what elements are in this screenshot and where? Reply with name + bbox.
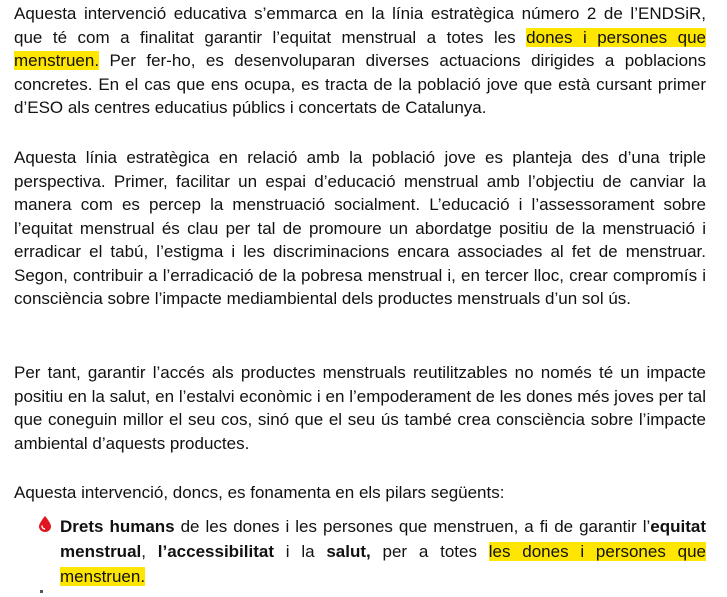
- paragraph-intro-text-b: Per fer-ho, es desenvoluparan diverses actuacions dirigides a poblacions concretes. En el cas que ens ocupa, es tracta de la població jove que està cursant primer d’ESO als centres educatius públics i concertats de Catalunya.: [14, 51, 706, 117]
- paragraph-intro-text-a: Aquesta intervenció educativa s’emmarca en la línia estratègica número 2 de l’ENDSiR, que té com a finalitat garantir l’equitat menstrual a totes les: [14, 4, 706, 47]
- bold-salut: salut,: [326, 542, 371, 561]
- bold-equitat-menstrual: equitat menstrual: [60, 517, 706, 561]
- bullet-human-rights: [60, 514, 706, 589]
- highlight-les-dones-persones: les dones i persones que menstruen.: [60, 542, 706, 586]
- bullet-text-2: ,: [141, 542, 158, 561]
- paragraph-intro: [14, 2, 706, 120]
- bullet-text-1: de les dones i les persones que menstruen, a fi de garantir l’: [174, 517, 651, 536]
- drop-icon: [38, 516, 52, 537]
- paragraph-access: Per tant, garantir l’accés als productes menstruals reutilitzables no només té un impacte positiu en la salut, en l’estalvi econòmic i en l’empoderament de les dones més joves per tal que coneguin millor el seu cos, sinó que el seu ús també crea consciència sobre l’impacte ambiental d’aquests productes.: [14, 363, 706, 453]
- next-bullet-fragment: [40, 590, 43, 593]
- bullet-text-3: i la: [274, 542, 327, 561]
- paragraph-perspective: Aquesta línia estratègica en relació amb la població jove es planteja des d’una triple perspectiva. Primer, facilitar un espai d’educació menstrual amb l’objectiu de canviar la manera com es percep la menstruació socialment. L’educació i l’assessorament sobre l’equitat menstrual és clau per tal de promoure un abordatge positiu de la menstruació i erradicar el tabú, l’estigma i les discriminacions encara associades al fet de menstruar. Segon, contribuir a l’erradicació de la pobresa menstrual i, en tercer lloc, crear compromís i consciència sobre l’impacte mediambiental dels productes menstruals d’un sol ús.: [14, 148, 706, 308]
- bold-accessibilitat: l’accessibilitat: [157, 542, 274, 561]
- bold-drets-humans: Drets humans: [60, 517, 175, 536]
- bullet-text-4: per a totes: [370, 542, 489, 561]
- paragraph-pillars-intro: Aquesta intervenció, doncs, es fonamenta en els pilars següents:: [14, 483, 505, 502]
- highlight-dones-persones: dones i persones que menstruen.: [14, 27, 707, 70]
